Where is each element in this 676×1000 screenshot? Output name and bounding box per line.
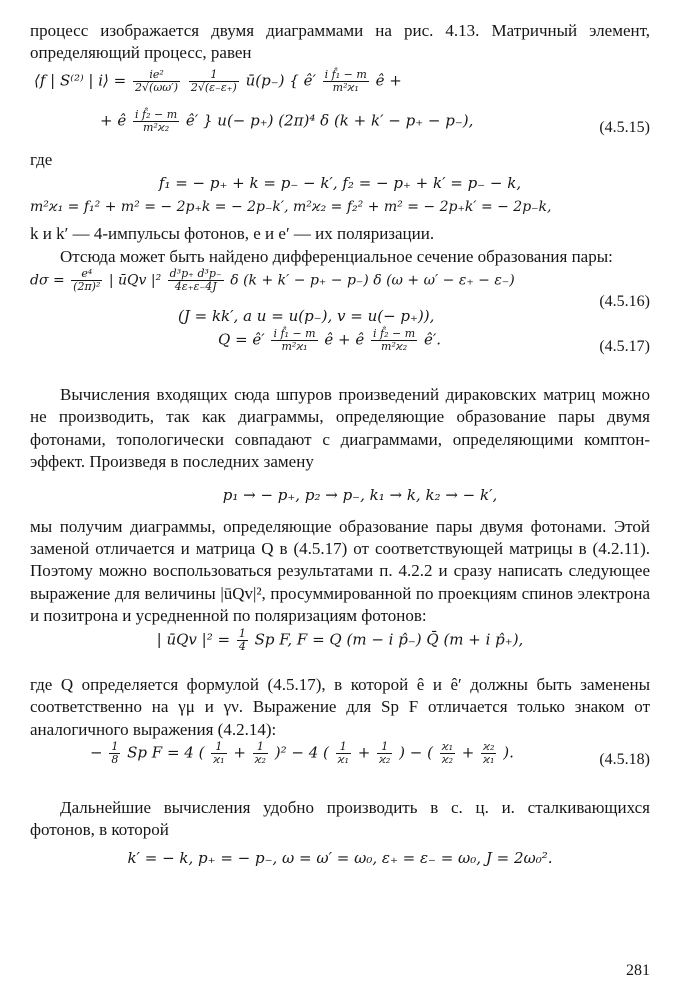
fraction-denominator: ϰ₁	[337, 752, 349, 766]
fraction-denominator: m²ϰ₁	[281, 340, 308, 354]
fraction-denominator: (2π)²	[73, 280, 101, 294]
fraction-numerator: 1	[377, 741, 392, 754]
eq-text: +	[357, 743, 371, 762]
equation-kappa-definitions: m²ϰ₁ = f₁² + m² = − 2p₊k = − 2p₋k′, m²ϰ₂ = f₂² + m² = − 2p₊k′ = − 2p₋k,	[30, 199, 552, 216]
eq-text: +	[461, 743, 475, 762]
eq-text: ⟨f | S⁽²⁾ | i⟩ =	[34, 71, 127, 90]
fraction-denominator: ϰ₁	[483, 752, 495, 766]
equation-f-definitions: f₁ = − p₊ + k = p₋ − k′, f₂ = − p₊ + k′ = p₋ − k,	[158, 174, 522, 193]
fraction-numerator: i f̂₁ − m	[324, 67, 367, 81]
eq-text: dσ =	[30, 272, 65, 289]
fraction	[109, 741, 120, 766]
eq-text: | ūQv |²	[108, 272, 162, 289]
fraction-denominator: m²ϰ₂	[381, 340, 408, 354]
fraction	[71, 268, 102, 293]
fraction	[253, 741, 268, 766]
equation-number: (4.5.15)	[599, 118, 650, 136]
fraction-denominator: ϰ₁	[213, 752, 225, 766]
page	[30, 20, 650, 980]
fraction-numerator: d³p₊ d³p₋	[169, 267, 222, 281]
fraction	[211, 741, 226, 766]
eq-text: | ūQv |² =	[156, 630, 231, 649]
fraction-numerator: 1	[111, 739, 119, 753]
equation-number: (4.5.18)	[599, 750, 650, 768]
equation-J-definition	[30, 293, 650, 328]
eq-text: + ê	[100, 111, 127, 130]
eq-text: −	[90, 743, 103, 762]
fraction-denominator: 8	[111, 752, 119, 766]
fraction	[237, 628, 248, 653]
fraction	[133, 69, 180, 94]
paragraph-cross-section: Отсюда может быть найдено дифференциальное сечение образования пары:	[60, 246, 613, 266]
fraction-numerator: ϰ₂	[483, 739, 495, 753]
fraction-denominator: 4	[238, 639, 246, 653]
fraction-numerator: ie²	[133, 69, 180, 82]
eq-text: Q = ê′	[218, 330, 265, 349]
fraction	[371, 328, 417, 353]
eq-text: Sp F, F = Q (m − i p̂₋) Q̄ (m + i p̂₊),	[254, 630, 524, 649]
paragraph-cm-frame: Дальнейшие вычисления удобно производить в с. ц. и. сталкивающихся фотонов, в которой	[30, 797, 650, 840]
fraction	[189, 69, 239, 94]
equation-4-5-17	[30, 328, 650, 368]
fraction-denominator: ϰ₂	[379, 752, 391, 766]
fraction-numerator: 1	[211, 741, 226, 754]
fraction-denominator: ϰ₂	[254, 752, 266, 766]
paragraph-Q-definition: где Q определяется формулой (4.5.17), в которой ê и ê′ должны быть заменены соответственно на γμ и γν. Выражение для Sp F отличается только знаком от аналогичного выражения (4.2.14):	[30, 674, 650, 739]
fraction	[168, 268, 224, 293]
equation-number: (4.5.16)	[599, 293, 650, 311]
eq-text: ).	[503, 743, 514, 762]
fraction-denominator: 2√(ε₋ε₊)	[190, 80, 237, 94]
equation-sp-F	[30, 628, 650, 664]
paragraph-intro: процесс изображается двумя диаграммами на рис. 4.13. Матричный элемент, определяющий процесс, равен	[30, 21, 650, 63]
eq-text: ê′.	[423, 330, 442, 349]
equation-4-5-18	[30, 741, 650, 781]
fraction-numerator: ϰ₁	[441, 739, 454, 753]
fraction-denominator: 2√(ωω′)	[135, 80, 179, 94]
eq-text: ê′ } u(− p₊) (2π)⁴ δ (k + k′ − p₊ − p₋),	[185, 111, 474, 130]
fraction-numerator: i f̂₂ − m	[135, 107, 178, 121]
eq-text: δ (k + k′ − p₊ − p₋) δ (ω + ω′ − ε₊ − ε₋)	[230, 272, 515, 289]
equation-4-5-16	[30, 268, 650, 304]
fraction-numerator: i f̂₁ − m	[273, 327, 316, 341]
eq-text: ê + ê	[324, 330, 365, 349]
fraction-denominator: ϰ₂	[441, 752, 454, 766]
eq-text: )² − 4 (	[274, 743, 329, 762]
fraction-numerator: 1	[336, 741, 351, 754]
equation-4-5-15-line1	[30, 69, 650, 109]
eq-text: ū(p₋) { ê′	[245, 71, 316, 90]
fraction-denominator: 4ε₊ε₋4J	[174, 280, 217, 294]
fraction	[377, 741, 392, 766]
fraction-denominator: m²ϰ₁	[332, 80, 359, 94]
fraction	[481, 741, 496, 766]
paragraph-diagrams: мы получим диаграммы, определяющие образование пары двумя фотонами. Этой заменой отличается и матрица Q в (4.5.17) от соответствующей матрицы в (4.2.11). Поэтому можно воспользоваться результатами п. 4.2.2 и сразу написать следующее выражение для величины |ūQv|², просуммированной по проекциям спинов электрона и позитрона и усредненной по поляризациям фотонов:	[30, 516, 650, 626]
fraction	[271, 328, 317, 353]
eq-text: +	[233, 743, 246, 762]
fraction-numerator: 1	[189, 69, 239, 82]
fraction-numerator: i f̂₂ − m	[373, 327, 416, 341]
fraction	[133, 109, 179, 134]
paragraph-where-1: где	[30, 149, 53, 169]
eq-text: ê +	[375, 71, 402, 90]
equation-cm-frame: k′ = − k, p₊ = − p₋, ω = ω′ = ω₀, ε₊ = ε₋ = ω₀, J = 2ω₀².	[127, 848, 553, 867]
fraction-numerator: 1	[238, 626, 246, 640]
fraction	[440, 741, 455, 766]
fraction-numerator: 1	[253, 741, 268, 754]
equation-4-5-15-line2	[30, 109, 650, 149]
page-number: 281	[626, 962, 650, 979]
fraction-denominator: m²ϰ₂	[143, 120, 170, 134]
paragraph-traces: Вычисления входящих сюда шпуров произведений дираковских матриц можно не производить, так как диаграммы, определяющие образование пары двумя фотонами, топологически совпадают с диаграммами, определяющими комптон-эффект. Произведя в последних замену	[30, 385, 650, 472]
equation-substitution: p₁ → − p₊, p₂ → p₋, k₁ → k, k₂ → − k′,	[222, 485, 498, 504]
fraction-numerator: e⁴	[71, 268, 102, 281]
paragraph-photons: k и k′ — 4-импульсы фотонов, e и e′ — их поляризации.	[30, 224, 435, 244]
fraction	[323, 69, 369, 94]
fraction	[336, 741, 351, 766]
equation-number: (4.5.17)	[599, 338, 650, 356]
eq-text: (J = kk′, а u = u(p₋), v = u(− p₊)),	[178, 307, 435, 326]
eq-text: ) − (	[399, 743, 433, 762]
eq-text: Sp F = 4 (	[127, 743, 205, 762]
